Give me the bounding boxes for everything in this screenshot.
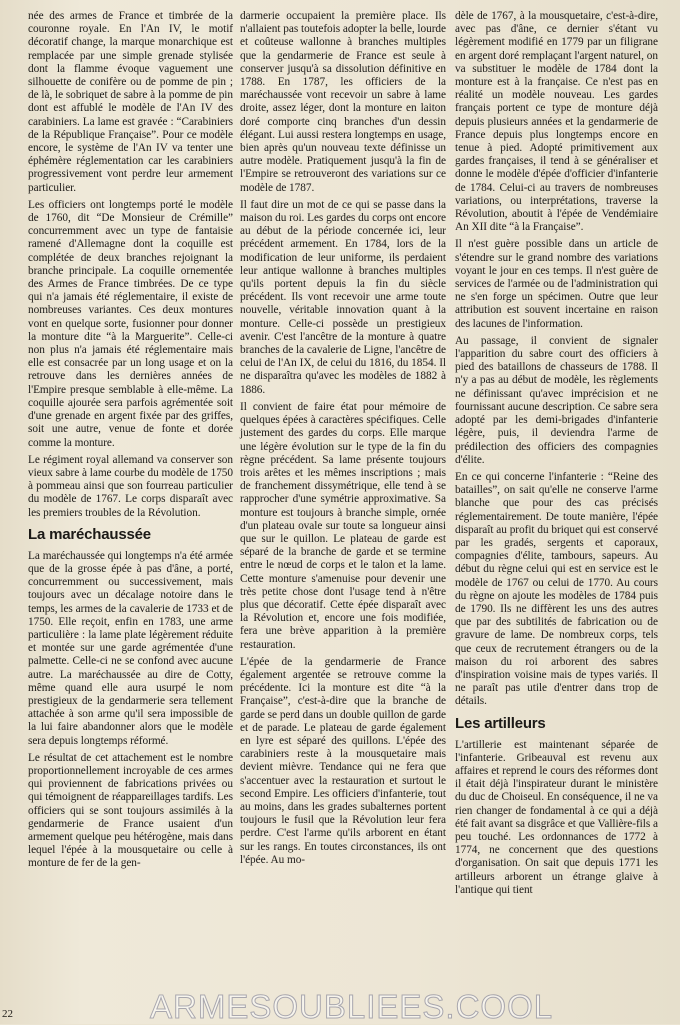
paragraph: La maréchaussée qui longtemps n'a été armée que de la grosse épée à pas d'âne, a porté, concurremment ou successivement, mais toujours avec un décalage notoire dans le temps, les armes de la cavalerie de 1733 et de 1750. Elle reçoit, enfin en 1783, une arme particulière : la lame plate légèrement réduite et montée sur une garde agrémentée d'une palmette. Celle-ci ne se confond avec aucune autre. La maréchaussée au dire de Cotty, même quand elle aura usurpé le nom prestigieux de la gendarmerie sera tellement attachée à son arme qu'il sera impossible de la lui faire abandonner alors que le modèle sera depuis longtemps réformé. <box>28 549 233 747</box>
text-column-middle <box>240 10 446 1022</box>
paragraph: Les officiers ont longtemps porté le modèle de 1760, dit “De Monsieur de Crémille” concurremment avec un type de fantaisie ramené d'Allemagne dont la coquille est complétée de deux branches rejoignant la branche principale. La coquille ornementée des Armes de France timbrées. De ce type qui n'a jamais été réglementaire, il existe de nombreuses variantes. Ces deux montures vont en quelque sorte, fusionner pour donner la monture dite “à la Marguerite”. Celle-ci non plus n'a jamais été réglementaire mais elle est consacrée par un long usage et on la retrouve dans les dernières années de l'Empire presque semblable à elle-même. La coquille ajourée sera parfois agrémentée soit d'une grenade en argent fixée par des griffes, soit une autre, venue de fonte et dorée comme la monture. <box>28 198 233 449</box>
paragraph: Au passage, il convient de signaler l'apparition du sabre court des officiers à pied des bataillons de chasseurs de 1788. Il n'y a pas au début de modèle, les règlements ne définissant qu'avec imprécision et ne fournissant aucune description. Ce sabre sera adopté par les demi-brigades d'infanterie légère, puis, il deviendra l'arme de prédilection des officiers des compagnies d'élite. <box>455 334 658 466</box>
paragraph: dèle de 1767, à la mousquetaire, c'est-à-dire, avec pas d'âne, ce dernier s'étant vu légèrement modifié en 1779 par un filigrane en argent doré remplaçant l'argent naturel, on va substituer le modèle de 1784 dont la monture est à la française. Ce n'est pas en réalité un modèle nouveau. Les gardes français portent ce type de monture déjà depuis plusieurs années et la gendarmerie de France depuis plus longtemps encore en tenue à pied. Adopté primitivement aux gardes françaises, il tend à se généraliser et donne le modèle d'épée d'officier d'infanterie de 1784. Celui-ci au travers de nombreuses variations, ou interprétations, traverse la Révolution, aboutit à l'épée de Vendémiaire An XII dite “à la Française”. <box>455 10 658 234</box>
paragraph: Le régiment royal allemand va conserver son vieux sabre à lame courbe du modèle de 1750 à pommeau ainsi que son fourreau particulier du modèle de 1767. Le corps disparaît avec les premiers troubles de la Révolution. <box>28 453 233 519</box>
paragraph: Il convient de faire état pour mémoire de quelques épées à caractères spécifiques. Celle justement des gardes du corps. Elle marque une légère évolution sur le type de la fin du règne précédent. Sa lame présente toujours trois arêtes et les mêmes inscriptions ; mais de franchement dissymétrique, elle tend à se rapprocher d'une symétrie approximative. Sa monture est toujours à branche simple, ornée d'un plateau ovale sur toute sa longueur ainsi que sur le quillon. Le plateau de garde est séparé de la branche de garde et se termine entre le nœud de corps et le talon et la lame. Cette monture s'amenuise pour devenir une très petite chose dont l'usage tend à n'être plus que décoratif. Cette épée disparaît avec la Révolution et, encore une fois modifiée, fera une brève apparition à la première restauration. <box>240 400 446 651</box>
paragraph: darmerie occupaient la première place. Ils n'allaient pas toutefois adopter la belle, lourde et coûteuse wallonne à branches multiples que la gendarmerie de France est seule à conserver jusqu'à sa dissolution définitive en 1788. En 1787, les officiers de la maréchaussée vont recevoir un sabre à lame droite, assez léger, dont la monture en laiton doré comporte cinq branches d'un dessin élégant. Lui aussi restera longtemps en usage, bien après qu'un nouveau texte définisse un autre modèle. Pratiquement jusqu'à la fin de l'Empire se retrouveront des variations sur ce modèle de 1787. <box>240 10 446 194</box>
page-number: 22 <box>2 1008 13 1020</box>
paragraph: Il n'est guère possible dans un article de s'étendre sur le grand nombre des variations voyant le jour en ces temps. Il n'est guère de services de l'armée ou de l'administration qui ne s'en forge un spécimen. Outre que leur attribution est souvent incertaine en raison des lacunes de l'information. <box>455 238 658 330</box>
paragraph: En ce qui concerne l'infanterie : “Reine des batailles”, on sait qu'elle ne conserve l'arme blanche que pour des cas précisés réglementairement. De toute manière, l'épée disparaît au profit du briquet qui est conservé par les gradés, sergents et caporaux, compagnies d'élite, tambours, sapeurs. Au début du règne celui qui est en service est le modèle de 1767 ou celui de 1770. Au cours du règne on ajoute les modèles de 1784 puis de 1790. Ils ne diffèrent les uns des autres que par des subtilités de fabrication ou de gravure de lame. De nombreux corps, tels que ceux de recrutement étrangers ou de la maison du roi arborent des sabres d'inspiration voisine mais de types variés. Il ne paraît pas utile d'entrer dans trop de détails. <box>455 470 658 708</box>
section-heading-marechaussee: La maréchaussée <box>28 525 151 543</box>
section-heading-artilleurs: Les artilleurs <box>455 714 546 732</box>
paragraph: née des armes de France et timbrée de la couronne royale. En l'An IV, le motif décoratif change, la marque monarchique est remplacée par une simple grenade stylisée dont la flamme évoque vaguement une silhouette de conifère ou de pomme de pin ; de là, le sobriquet de sabre à la pomme de pin dont est affublé le modèle de l'An IV des carabiniers. La lame est gravée : “Carabiniers de la République Française”. Pour ce modèle encore, le système de l'An IV va tenter une éphémère réglementation car les carabiniers progressivement vont perdre leur armement particulier. <box>28 10 233 194</box>
paragraph: L'épée de la gendarmerie de France également argentée se retrouve comme la précédente. Ici la monture est dite “à la Française”, c'est-à-dire que la branche de garde se perd dans un double quillon de garde et de parade. Le plateau de garde également en lyre est séparé des quillons. L'épée des carabiniers reste à la mousquetaire mais devient mièvre. Tendance qui ne fera que s'accentuer avec la restauration et surtout le second Empire. Les officiers d'infanterie, tout au moins, dans les grades subalternes portent toujours le fusil que la Révolution leur fera perdre. C'est l'arme qu'ils arborent en étant sur les rangs. En toutes circonstances, ils ont l'épée. Au mo- <box>240 655 446 866</box>
text-column-left <box>28 10 233 1022</box>
watermark: ARMESOUBLIEES.COOL <box>150 988 554 1025</box>
paragraph: Le résultat de cet attachement est le nombre proportionnellement incroyable de ces armes qui proviennent de fabrications privées ou qui témoignent de réappareillages tardifs. Les officiers qui se sont toujours assimilés à la gendarmerie de France usaient d'un armement quelque peu hétérogène, mais dans lequel l'épée à la mousquetaire ou celle à monture de fer de la gen- <box>28 751 233 870</box>
text-column-right <box>455 10 658 1022</box>
paragraph: L'artillerie est maintenant séparée de l'infanterie. Gribeauval est revenu aux affaires et reprend le cours des réformes dont il était déjà l'inspirateur durant le ministère du duc de Choiseul. En conséquence, il ne va rien changer de fondamental à ce qui a déjà été fait avant sa disgrâce et que Vallière-fils a peu touché. Les ordonnances de 1772 à 1774, ne concernent que des questions d'organisation. On sait que depuis 1771 les artilleurs arborent un étrange glaive à l'antique qui tient <box>455 738 658 896</box>
paragraph: Il faut dire un mot de ce qui se passe dans la maison du roi. Les gardes du corps ont encore au début de la période concernée ici, leur précédent armement. En 1784, lors de la modification de leur uniforme, ils perdaient leur antique wallonne à branches multiples qu'ils portent depuis la fin du siècle précédent. Ils vont recevoir une arme toute nouvelle, véritable innovation quant à la monture. Celle-ci possède un prestigieux avenir. C'est l'ancêtre de la monture à quatre branches de la cavalerie de Ligne, l'ancêtre de celui de l'An IX, de celui du 1816, du 1854. Il ne disparaîtra qu'avec les modèles de 1882 à 1886. <box>240 198 446 396</box>
